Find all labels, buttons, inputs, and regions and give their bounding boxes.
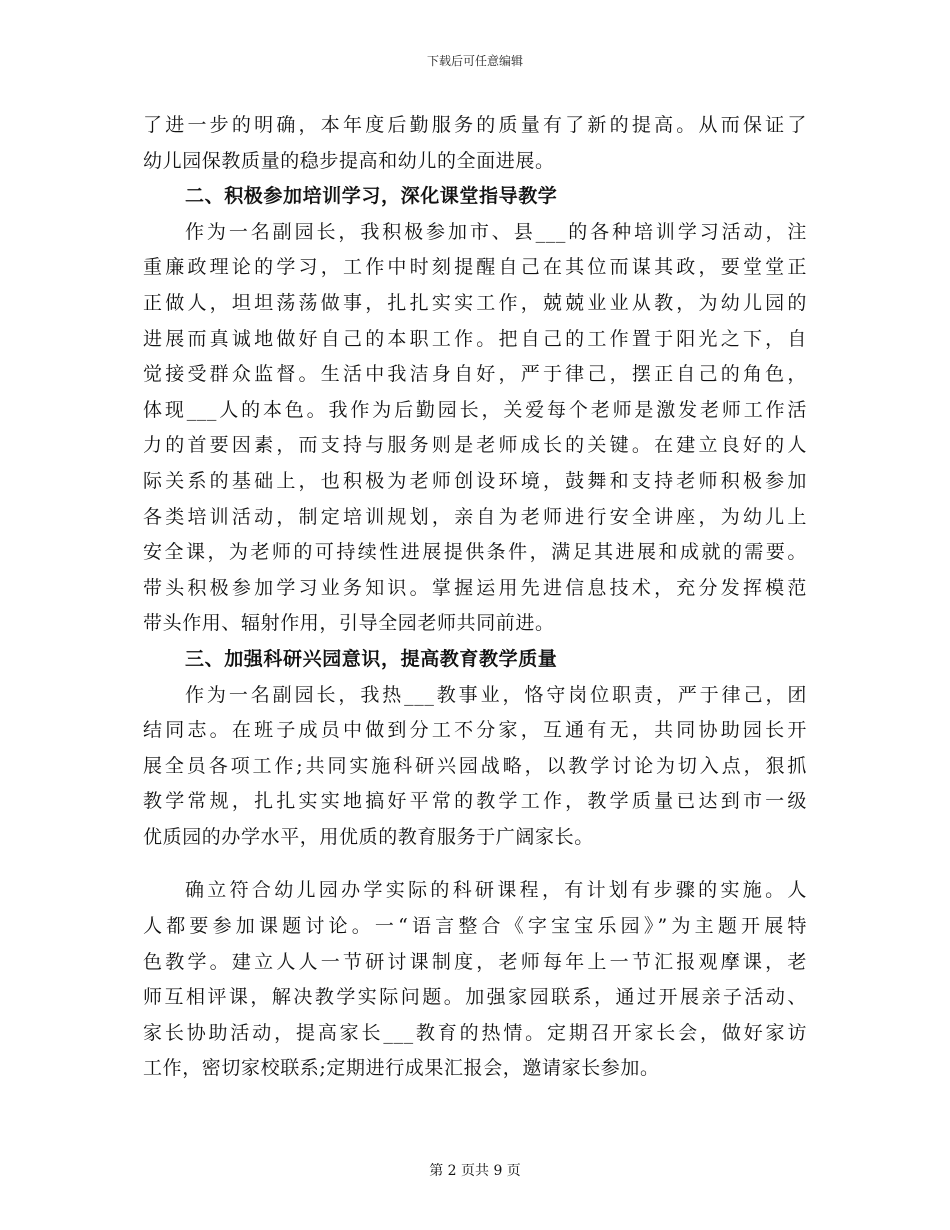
text-line: 家长协助活动，提高家长___教育的热情。定期召开家长会，做好家访 (143, 1021, 807, 1044)
text-line: 力的首要因素，而支持与服务则是老师成长的关键。在建立良好的人 (143, 434, 807, 457)
text-line: 师互相评课，解决教学实际问题。加强家园联系，通过开展亲子活动、 (143, 986, 807, 1009)
text-line: 正做人，坦坦荡荡做事，扎扎实实工作，兢兢业业从教，为幼儿园的 (143, 291, 807, 314)
paragraph-gap (143, 855, 807, 873)
text-line: 安全课，为老师的可持续性进展提供条件，满足其进展和成就的需要。 (143, 541, 807, 564)
text-line: 进展而真诚地做好自己的本职工作。把自己的工作置于阳光之下，自 (143, 327, 807, 350)
text-line: 幼儿园保教质量的稳步提高和幼儿的全面进展。 (143, 149, 555, 172)
text-line: 展全员各项工作;共同实施科研兴园战略，以教学讨论为切入点，狠抓 (143, 754, 807, 777)
text-line: 教学常规，扎扎实实地搞好平常的教学工作，教学质量已达到市一级 (143, 790, 807, 813)
page-header: 下载后可任意编辑 (426, 54, 523, 68)
text-line: 重廉政理论的学习，工作中时刻提醒自己在其位而谋其政，要堂堂正 (143, 256, 807, 279)
section-heading: 三、加强科研兴园意识，提高教育教学质量 (185, 647, 558, 670)
text-line: 色教学。建立人人一节研讨课制度，老师每年上一节汇报观摩课，老 (143, 950, 807, 973)
text-line: 作为一名副园长，我积极参加市、县___的各种培训学习活动，注 (185, 220, 807, 243)
text-line: 工作，密切家校联系;定期进行成果汇报会，邀请家长参加。 (143, 1057, 660, 1080)
text-line: 带头作用、辐射作用，引导全园老师共同前进。 (143, 612, 555, 635)
text-line: 带头积极参加学习业务知识。掌握运用先进信息技术，充分发挥模范 (143, 576, 807, 599)
text-line: 了进一步的明确，本年度后勤服务的质量有了新的提高。从而保证了 (143, 114, 807, 136)
text-line: 优质园的办学水平，用优质的教育服务于广阔家长。 (143, 825, 594, 848)
text-line: 际关系的基础上，也积极为老师创设环境，鼓舞和支持老师积极参加 (143, 469, 807, 492)
text-line: 作为一名副园长，我热___教事业，恪守岗位职责，严于律己，团 (185, 683, 807, 706)
text-line: 各类培训活动，制定培训规划，亲自为老师进行安全讲座，为幼儿上 (143, 505, 807, 528)
text-line: 体现___人的本色。我作为后勤园长，关爱每个老师是激发老师工作活 (143, 398, 807, 421)
section-heading: 二、积极参加培训学习，深化课堂指导教学 (185, 185, 558, 208)
page-footer: 第 2 页共 9 页 (429, 1163, 521, 1179)
text-line: 结同志。在班子成员中做到分工不分家，互通有无，共同协助园长开 (143, 719, 807, 742)
document-body (143, 108, 807, 1087)
text-line: 人都要参加课题讨论。一“语言整合《字宝宝乐园》”为主题开展特 (143, 915, 807, 938)
text-line: 确立符合幼儿园办学实际的科研课程，有计划有步骤的实施。人 (185, 879, 807, 902)
text-line: 觉接受群众监督。生活中我洁身自好，严于律己，摆正自己的角色， (143, 363, 807, 386)
